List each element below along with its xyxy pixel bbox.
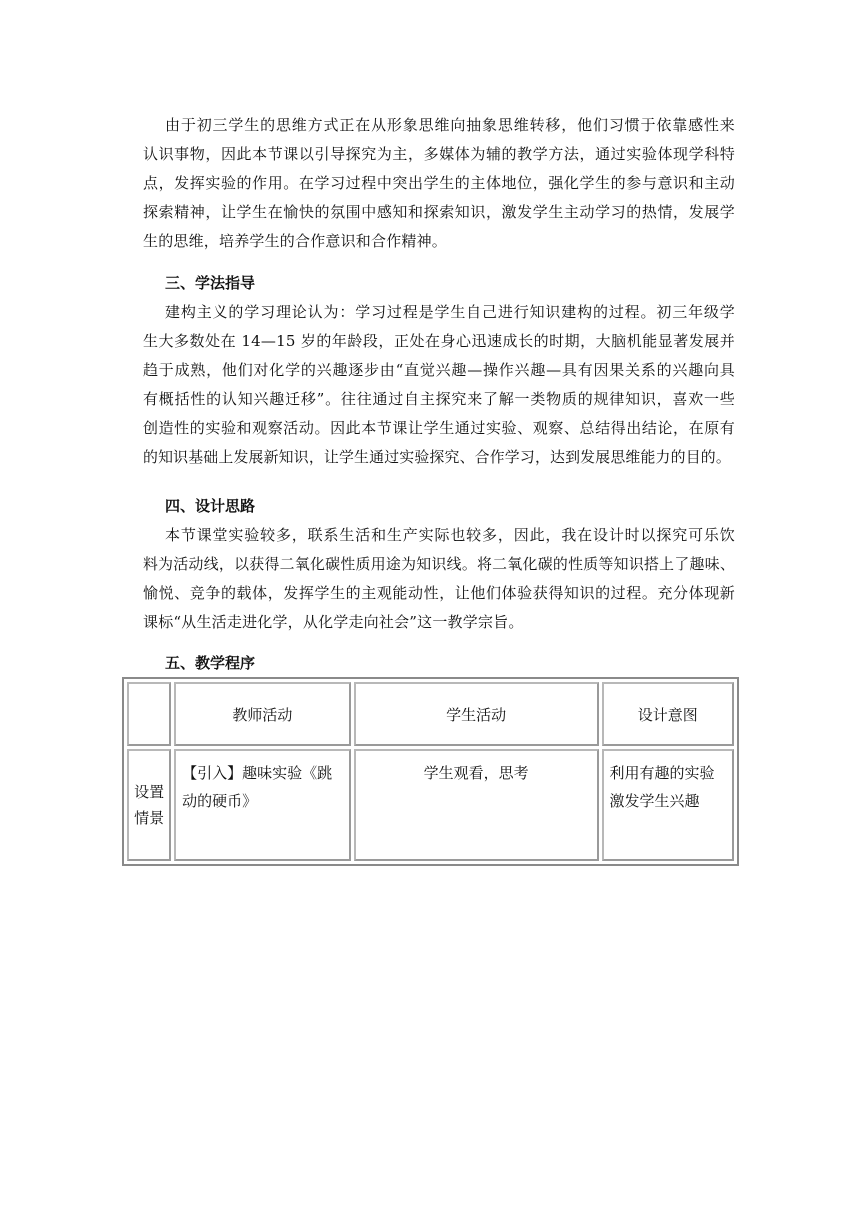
paragraph-line: 由于初三学生的思维方式正在从形象思维向抽象思维转移，他们习惯于依靠感性来 — [165, 116, 735, 134]
section-heading-teaching-procedure: 五、教学程序 — [165, 654, 256, 672]
stage-label: 设置情景 — [134, 783, 165, 827]
paragraph-line: 的知识基础上发展新知识，让学生通过实验探究、合作学习，达到发展思维能力的目的。 — [143, 448, 731, 466]
header-cell-teacher-activity: 教师活动 — [174, 682, 351, 746]
header-cell-design-intent: 设计意图 — [602, 682, 734, 746]
teaching-procedure-table — [122, 677, 739, 866]
student-activity-text: 学生观看，思考 — [423, 764, 529, 782]
paragraph-line: 建构主义的学习理论认为：学习过程是学生自己进行知识建构的过程。初三年级学 — [165, 303, 735, 321]
header-cell-student-activity: 学生活动 — [354, 682, 599, 746]
paragraph-line: 愉悦、竞争的载体，发挥学生的主观能动性，让他们体验获得知识的过程。充分体现新 — [143, 584, 735, 602]
paragraph-line: 生的思维，培养学生的合作意识和合作精神。 — [143, 232, 448, 250]
section-heading-study-guidance: 三、学法指导 — [165, 274, 256, 292]
design-intent-text: 利用有趣的实验激发学生兴趣 — [609, 764, 715, 810]
student-activity-cell — [354, 749, 599, 861]
paragraph-line: 生大多数处在 14—15 岁的年龄段，正处在身心迅速成长的时期，大脑机能显著发展并 — [143, 332, 735, 350]
paragraph-line: 料为活动线，以获得二氧化碳性质用途为知识线。将二氧化碳的性质等知识搭上了趣味、 — [143, 555, 735, 573]
paragraph-line: 创造性的实验和观察活动。因此本节课让学生通过实验、观察、总结得出结论，在原有 — [143, 419, 735, 437]
design-intent-cell — [602, 749, 734, 861]
header-cell-empty — [127, 682, 171, 746]
stage-cell — [127, 749, 171, 861]
teacher-activity-cell — [174, 749, 351, 861]
paragraph-line: 趋于成熟，他们对化学的兴趣逐步由“直觉兴趣—操作兴趣—具有因果关系的兴趣向具 — [143, 361, 735, 379]
paragraph-line: 探索精神，让学生在愉快的氛围中感知和探索知识，激发学生主动学习的热情，发展学 — [143, 203, 735, 221]
section-heading-design-idea: 四、设计思路 — [165, 497, 256, 515]
paragraph-line: 认识事物，因此本节课以引导探究为主，多媒体为辅的教学方法，通过实验体现学科特 — [143, 145, 735, 163]
design-idea-paragraph — [143, 521, 735, 637]
paragraph-line: 课标“从生活走进化学，从化学走向社会”这一教学宗旨。 — [143, 613, 524, 631]
teacher-activity-text: 【引入】趣味实验《跳动的硬币》 — [182, 764, 333, 810]
paragraph-line: 点，发挥实验的作用。在学习过程中突出学生的主体地位，强化学生的参与意识和主动 — [143, 174, 735, 192]
intro-paragraph — [143, 111, 735, 256]
paragraph-line: 本节课堂实验较多，联系生活和生产实际也较多，因此，我在设计时以探究可乐饮 — [165, 526, 735, 544]
table-row — [127, 749, 734, 861]
table-header-row — [127, 682, 734, 746]
study-guidance-paragraph — [143, 298, 735, 472]
paragraph-line: 有概括性的认知兴趣迁移”。往往通过自主探究来了解一类物质的规律知识，喜欢一些 — [143, 390, 735, 408]
